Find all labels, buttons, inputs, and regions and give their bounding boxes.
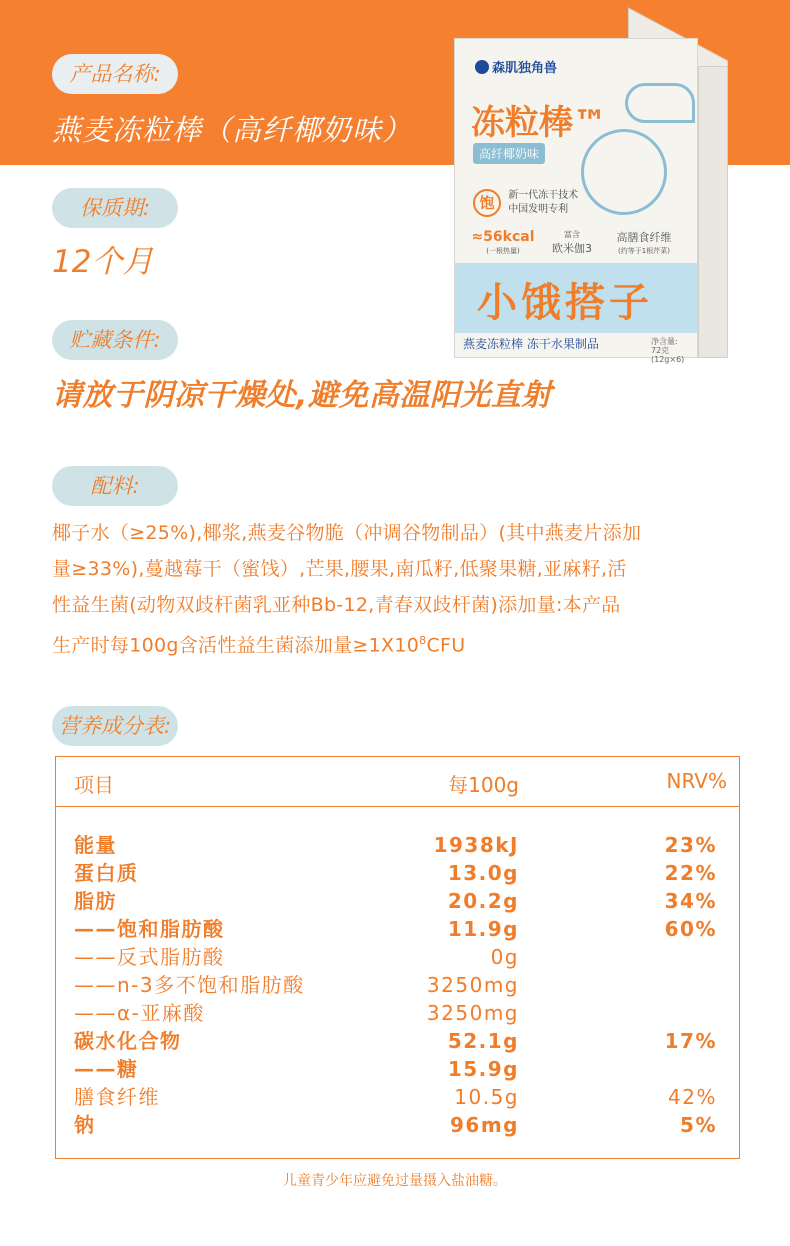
- package-stat-fiber-value: 高膳食纤维: [616, 231, 672, 244]
- ingredients-line-prefix: 生产时每100g含活性益生菌添加量≥1X10: [52, 634, 420, 657]
- nutrient-name: 碳水化合物: [74, 1029, 182, 1053]
- ingredients-line: 椰子水（≥25%),椰浆,燕麦谷物脆（冲调谷物制品）(其中燕麦片添加: [52, 522, 642, 544]
- nutrient-value: 3250mg: [426, 1001, 519, 1025]
- nutrient-name: ——α-亚麻酸: [74, 1001, 205, 1025]
- nutrient-name: 脂肪: [74, 889, 117, 913]
- ingredients-line: [52, 623, 742, 663]
- package-subtitle: 燕麦冻粒棒 冻干水果制品: [463, 337, 599, 351]
- nutrient-name: ——n-3多不饱和脂肪酸: [74, 973, 305, 997]
- package-stat-kcal-value: ≈56kcal: [471, 229, 535, 245]
- header-nrv: NRV%: [666, 769, 727, 793]
- ingredients-exponent: 8: [419, 634, 427, 647]
- package-net: [651, 337, 697, 364]
- table-row: [56, 1083, 739, 1111]
- nutrient-name: ——饱和脂肪酸: [74, 917, 225, 941]
- package-stat-fiber: [607, 227, 681, 261]
- nutrition-table-header: [56, 757, 739, 807]
- nutrient-value: 11.9g: [447, 917, 519, 941]
- table-row: [56, 1111, 739, 1139]
- nutrient-nrv: 42%: [668, 1085, 717, 1109]
- nutrient-name: ——糖: [74, 1057, 139, 1081]
- package-stat-omega: [541, 227, 603, 261]
- table-row: [56, 971, 739, 999]
- package-stat-kcal: [471, 227, 535, 261]
- table-row: [56, 859, 739, 887]
- nutrient-nrv: 34%: [664, 889, 717, 913]
- nutrient-value: 20.2g: [447, 889, 519, 913]
- product-package-image: [446, 30, 736, 364]
- table-row: [56, 831, 739, 859]
- product-name-value: 燕麦冻粒棒（高纤椰奶味）: [52, 113, 413, 147]
- package-feature-1: 新一代冻干技术: [508, 190, 579, 201]
- package-slogan: 小饿搭子: [477, 280, 653, 326]
- storage-label: 贮藏条件:: [52, 320, 178, 360]
- nutrient-value: 3250mg: [426, 973, 519, 997]
- table-row: [56, 999, 739, 1027]
- footnote: 儿童青少年应避免过量摄入盐油糖。: [283, 1173, 507, 1189]
- nutrient-value: 15.9g: [447, 1057, 519, 1081]
- nutrient-value: 52.1g: [447, 1029, 519, 1053]
- package-flavor: 高纤椰奶味: [473, 143, 545, 164]
- package-stat-kcal-sub: (一根热量): [486, 247, 520, 255]
- package-side: [698, 66, 728, 358]
- table-row: [56, 887, 739, 915]
- nutrient-name: 蛋白质: [74, 861, 139, 885]
- nutrient-nrv: 22%: [664, 861, 717, 885]
- nutrient-nrv: 60%: [664, 917, 717, 941]
- package-stats: [471, 227, 687, 261]
- nutrient-value: 10.5g: [454, 1085, 519, 1109]
- nutrient-value: 1938kJ: [433, 833, 519, 857]
- package-stat-fiber-sub: (约等于1根芹菜): [618, 247, 670, 255]
- ingredients-line-suffix: CFU: [426, 634, 466, 657]
- storage-value: 请放于阴凉干燥处,避免高温阳光直射: [52, 378, 552, 413]
- nutrition-table: [55, 756, 740, 1159]
- unicorn-logo-icon: [475, 60, 489, 74]
- nutrient-name: 能量: [74, 833, 117, 857]
- package-stat-omega-value: 欧米伽3: [552, 242, 592, 255]
- nutrient-nrv: 23%: [664, 833, 717, 857]
- header-item: 项目: [74, 773, 114, 797]
- header-per100g: 每100g: [448, 773, 519, 797]
- nutrient-value: 96mg: [450, 1113, 519, 1137]
- nutrient-nrv: 17%: [664, 1029, 717, 1053]
- package-feature: [473, 189, 578, 217]
- package-front: [454, 38, 698, 364]
- table-row: [56, 943, 739, 971]
- nutrient-nrv: 5%: [680, 1113, 717, 1137]
- package-net-label: 净含量:: [651, 337, 678, 346]
- shelf-life-value: 12个月: [52, 244, 154, 280]
- table-row: [56, 1027, 739, 1055]
- package-net-value: 72克(12g×6): [651, 346, 685, 364]
- nutrient-name: 钠: [74, 1113, 96, 1137]
- nutrient-name: 膳食纤维: [74, 1085, 160, 1109]
- ingredients-line: 性益生菌(动物双歧杆菌乳亚种Bb-12,青春双歧杆菌)添加量:本产品: [52, 594, 621, 616]
- nutrient-value: 0g: [490, 945, 519, 969]
- table-row: [56, 915, 739, 943]
- package-brand-text: 森肌独角兽: [492, 61, 558, 76]
- ingredients-label: 配料:: [52, 466, 178, 506]
- package-stat-omega-top: 富含: [564, 230, 580, 239]
- ingredients-text: [52, 515, 742, 663]
- shelf-life-label: 保质期:: [52, 188, 178, 228]
- nutrition-label: 营养成分表:: [52, 706, 178, 746]
- package-brand: [475, 57, 557, 76]
- ingredients-line: 量≥33%),蔓越莓干（蜜饯）,芒果,腰果,南瓜籽,低聚果糖,亚麻籽,活: [52, 558, 627, 580]
- coconut-leaf-icon: [625, 83, 695, 123]
- package-feature-2: 中国发明专利: [508, 204, 569, 215]
- product-name-label: 产品名称:: [52, 54, 178, 94]
- nutrient-name: ——反式脂肪酸: [74, 945, 225, 969]
- table-row: [56, 1055, 739, 1083]
- nutrient-value: 13.0g: [447, 861, 519, 885]
- package-product-name: 冻粒棒™: [471, 103, 607, 143]
- package-badge: 饱: [473, 189, 501, 217]
